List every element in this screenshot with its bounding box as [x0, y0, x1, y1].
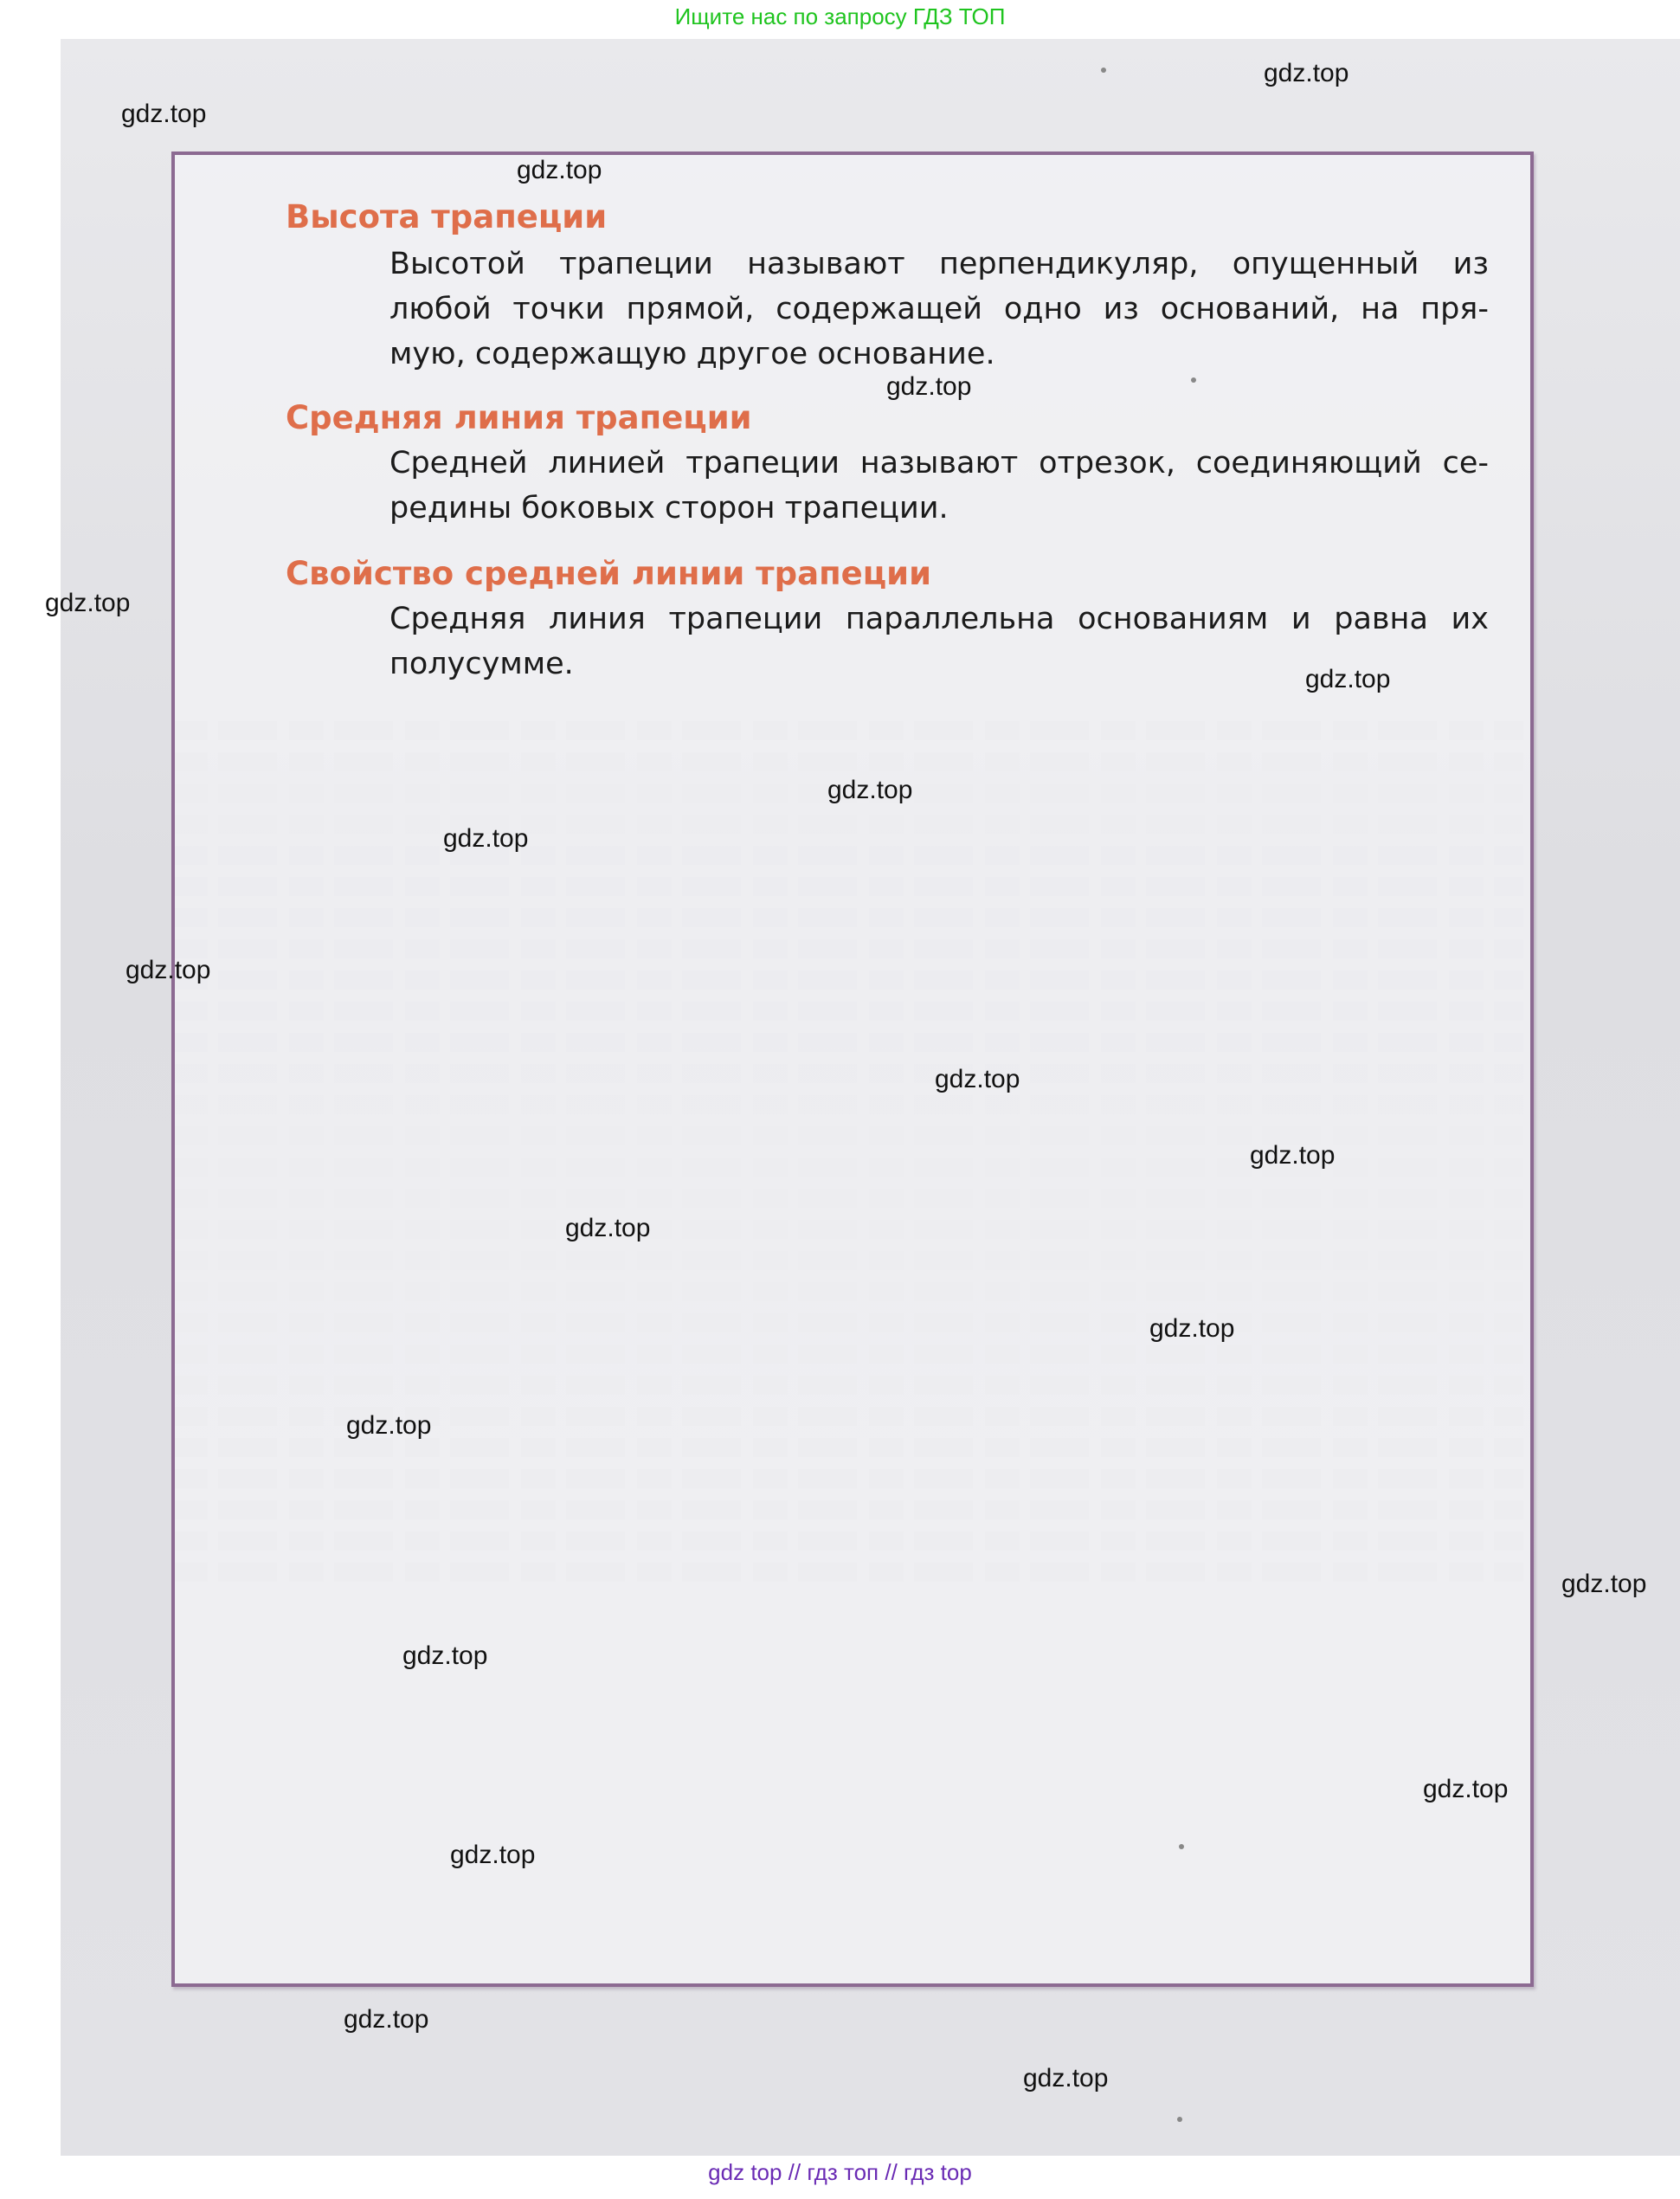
watermark: gdz.top: [935, 1065, 1020, 1093]
heading-trapezoid-height: Высота трапеции: [286, 198, 608, 235]
watermark: gdz.top: [1264, 59, 1349, 87]
watermark: gdz.top: [346, 1411, 432, 1440]
watermark: gdz.top: [1023, 2064, 1109, 2093]
watermark: gdz.top: [450, 1841, 536, 1869]
watermark: gdz.top: [1250, 1141, 1336, 1170]
scan-speck: [1191, 377, 1196, 383]
watermark: gdz.top: [1423, 1775, 1509, 1803]
watermark: gdz.top: [517, 156, 602, 184]
watermark: gdz.top: [1149, 1314, 1235, 1343]
text-line: Средняя линия трапеции параллельна основаниям и равна их: [389, 602, 1489, 636]
watermark: gdz.top: [443, 824, 529, 853]
text-line: редины боковых сторон трапеции.: [389, 491, 949, 526]
heading-midline-property: Свойство средней линии трапеции: [286, 555, 932, 592]
watermark: gdz.top: [126, 956, 211, 984]
watermark: gdz.top: [1561, 1570, 1647, 1598]
watermark: gdz.top: [886, 372, 972, 401]
text-line: Высотой трапеции называют перпендикуляр, опущенный из: [389, 247, 1489, 281]
bottom-banner[interactable]: gdz top // гдз топ // гдз top: [708, 2159, 972, 2185]
text-line: мую, содержащую другое основание.: [389, 337, 995, 371]
watermark: gdz.top: [121, 100, 207, 128]
text-line: полусумме.: [389, 647, 574, 681]
watermark: gdz.top: [45, 589, 131, 617]
definition-height: [389, 242, 1489, 377]
watermark: gdz.top: [1305, 665, 1391, 693]
top-banner[interactable]: Ищите нас по запросу ГДЗ ТОП: [674, 3, 1006, 29]
scan-speck: [1179, 1844, 1184, 1849]
definition-midline: [389, 441, 1489, 531]
watermark: gdz.top: [344, 2005, 429, 2034]
watermark: gdz.top: [565, 1214, 651, 1242]
scan-speck: [1177, 2117, 1182, 2122]
text-line: Средней линией трапеции называют отрезок, соединяющий се-: [389, 446, 1489, 480]
definitions-box: [171, 152, 1534, 1987]
scan-speck: [1101, 68, 1106, 73]
text-line: любой точки прямой, содержащей одно из оснований, на пря-: [389, 292, 1489, 326]
watermark: gdz.top: [402, 1641, 488, 1670]
watermark: gdz.top: [827, 776, 913, 804]
heading-trapezoid-midline: Средняя линия трапеции: [286, 399, 752, 436]
